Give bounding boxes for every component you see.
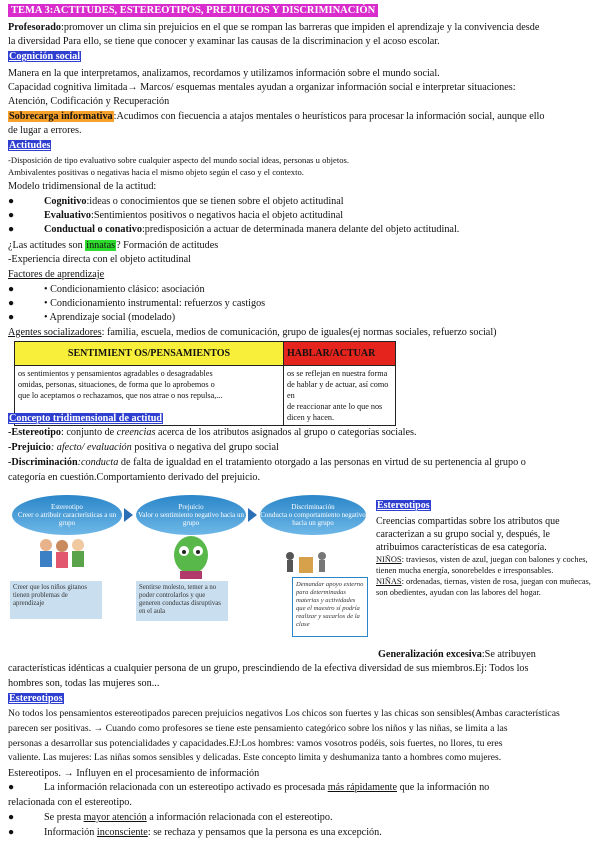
intro-line-2: la diversidad Para ello, se tiene que conocer y examinar las causas de la discriminacion y el acoso escolar.: [8, 36, 440, 47]
discriminacion-def-1: -Discriminación:conducta de falta de igualdad en el tratamiento otorgado a las personas en virtud de su pertenencia al grupo o: [8, 457, 526, 468]
children-illustration-icon: [34, 537, 88, 575]
generalizacion-line-3: hombres son, todas las mujeres son...: [8, 678, 160, 689]
table-header-hablar: HABLAR/ACTUAR: [284, 342, 396, 366]
section-heading-estereotipos: Estereotipos: [9, 693, 63, 704]
discriminacion-def-2: categoría en cuestión.Comportamiento derivado del prejuicio.: [8, 472, 261, 483]
diagram-oval-estereotipo: Estereotipo Creer o atribuir características a un grupo: [12, 495, 122, 535]
actitudes-line-1: -Disposición de tipo evaluativo sobre cualquier aspecto del mundo social ideas, personas u objetos.: [8, 155, 350, 165]
section-heading-actitudes: Actitudes: [9, 140, 51, 151]
table-header-sentimientos: SENTIMIENT OS/PENSAMIENTOS: [15, 342, 284, 366]
sidebox-line: Creencias compartidas sobre los atributos que: [376, 516, 560, 527]
intro-line-1: Profesorado:promover un clima sin prejuicios en el que se rompan las barreras que impiden el aprendizaje y la convivencia desde: [8, 22, 540, 33]
bullet-dot: ●: [8, 782, 15, 793]
factor-item: • Condicionamiento clásico: asociación: [44, 284, 205, 295]
procesamiento-bullet-2: Se presta mayor atención a información relacionada con el estereotipo.: [44, 812, 333, 823]
actitudes-line-3: Modelo tridimensional de la actitud:: [8, 181, 157, 192]
estereotipos-line-4: valiente. Las mujeres: Las niñas somos sensibles y delicadas. Este concepto limita y deshumaniza tanto a hombres como mujeres.: [8, 753, 502, 763]
factor-item: • Aprendizaje social (modelado): [44, 312, 176, 323]
bullet-dot: ●: [8, 224, 15, 235]
generalizacion-line-2: características idénticas a cualquier persona de un grupo, prescindiendo de la efectiva diversidad de sus miembros.Ej: Todos los: [8, 663, 529, 674]
procesamiento-bullet-1: La información relacionada con un estereotipo activado es procesada más rápidamente que la información no: [44, 782, 490, 793]
table-cell-sentimientos: os sentimientos y pensamientos agradables o desagradables omidas, personas, situaciones, de forma que lo aprobemos o que lo aceptamos o rechazamos, que nos atrae o nos repulsa,...: [15, 366, 284, 426]
arrow-right-icon: [248, 508, 257, 522]
diagram-card-example-1: Creer que los niños gitanos tienen problemas de aprendizaje: [10, 581, 102, 619]
sobrecarga-line-2: de lugar a errores.: [8, 125, 82, 136]
sobrecarga-line-1: Sobrecarga informativa:Acudimos con fiecuencia a atajos mentales o heurísticos para procesar la información social, aunque ello: [9, 111, 545, 122]
bullet-evaluativo: Evaluativo:Sentimientos positivos o negativos hacia el objeto actitudinal: [44, 210, 344, 221]
diagram-card-example-2: Sentirse molesto, temer a no poder controlarlos y que generen conductas disruptivas en el aula: [136, 581, 228, 621]
bullet-dot: ●: [8, 827, 15, 838]
diagram-card-example-3: Demandar apoyo externo para determinadas materias y actividades que el maestro sí podría realizar y sacarlos de la clase: [292, 577, 368, 637]
green-character-icon: [160, 533, 222, 579]
prejuicio-def: -Prejuicio: afecto/ evaluación positiva o negativa del grupo social: [8, 442, 279, 453]
section-heading-concepto: Concepto tridimensional de actitud: [9, 413, 163, 424]
page-title: TEMA 3:ACTITUDES, ESTEREOTIPOS, PREJUICIOS Y DISCRIMINACIÓN: [8, 4, 378, 17]
sidebox-ninas: NIÑAS: ordenadas, tiernas, visten de rosa, juegan con muñecas, son obedientes, ayudan con las labores del hogar.: [376, 577, 591, 597]
bullet-cognitivo: Cognitivo:ideas o conocimientos que se tienen sobre el objeto actitudinal: [44, 196, 344, 207]
procesamiento-bullet-3: Información inconsciente: se rechaza y pensamos que la persona es una excepción.: [44, 827, 382, 838]
factor-item: • Condicionamiento instrumental: refuerzos y castigos: [44, 298, 266, 309]
table-cell-hablar: os se reflejan en nuestra forma de hablar y de actuar, así como en de reaccionar ante lo que nos dicen y hacen.: [284, 366, 396, 426]
bullet-dot: ●: [8, 312, 15, 323]
cognicion-line-1: Manera en la que interpretamos, analizamos, recordamos y utilizamos información sobre el mundo social.: [8, 68, 440, 79]
sidebox-heading: Estereotipos: [377, 500, 430, 511]
estereotipo-def: -Estereotipo: conjunto de creencias acerca de los atributos asignados al grupo o categorías sociales.: [8, 427, 417, 438]
experiencia-line: -Experiencia directa con el objeto actitudinal: [8, 254, 192, 265]
bullet-dot: ●: [8, 284, 15, 295]
sidebox-line: caracterizan a su grupo social y, después, le: [376, 529, 550, 540]
cognicion-line-3: Atención, Codificación y Recuperación: [8, 96, 170, 107]
estereotipos-line-2: parecen ser positivas. → Cuando como profesores se tiene este pensamiento categórico sobre los niños y las niñas, se limita a las: [8, 723, 508, 734]
bullet-dot: ●: [8, 812, 15, 823]
agentes-line: Agentes socializadores: familia, escuela, medios de comunicación, grupo de iguales(ej normas sociales, refuerzo social): [8, 327, 497, 338]
diagram-oval-prejuicio: Prejuicio Valor o sentimiento negativo hacia un grupo: [136, 495, 246, 535]
arrow-right-icon: [124, 508, 133, 522]
factores-heading: Factores de aprendizaje: [8, 269, 105, 280]
person-figures-icon: [282, 551, 334, 575]
bullet-dot: ●: [8, 210, 15, 221]
actitudes-line-2: Ambivalentes positivas o negativas hacia el mismo objeto según el caso y el contexto.: [8, 167, 304, 177]
diagram-oval-discriminacion: Discriminación Conducta o comportamiento negativo hacia un grupo: [260, 495, 366, 535]
estereotipos-line-5: Estereotipos. → Influyen en el procesamiento de información: [8, 768, 260, 779]
stereotype-diagram: [8, 493, 366, 641]
bullet-conductual: Conductual o conativo:predisposición a actuar de determinada manera delante del objeto actitudinal.: [44, 224, 460, 235]
procesamiento-bullet-1-cont: relacionada con el estereotipo.: [8, 797, 132, 808]
bullet-dot: ●: [8, 196, 15, 207]
section-heading-cognicion: Cognición social: [9, 51, 81, 62]
generalizacion-line-1: Generalización excesiva:Se atribuyen: [378, 649, 536, 660]
estereotipos-line-1: No todos los pensamientos estereotipados parecen prejuicios negativos Los chicos son fuertes y las chicas son sensibles(Ambas características: [8, 708, 560, 719]
estereotipos-sidebox: [376, 499, 596, 598]
bullet-dot: ●: [8, 298, 15, 309]
innatas-line: ¿Las actitudes son innatas? Formación de actitudes: [8, 240, 219, 251]
sidebox-line: atribuimos características de esa categoría.: [376, 542, 547, 553]
sidebox-ninos: NIÑOS: traviesos, visten de azul, juegan con balones y coches, tienen mucha energía, sonorebeldes e irresponsables.: [376, 555, 588, 575]
estereotipos-line-3: personas a desarrollar sus potencialidades y capacidades.EJ:Los hombres: vamos vosotros podéis, sois fuertes, no llores, tu eres: [8, 738, 503, 749]
cognicion-line-2: Capacidad cognitiva limitada→ Marcos/ esquemas mentales ayudan a organizar información social e interpretar situaciones:: [8, 82, 516, 93]
